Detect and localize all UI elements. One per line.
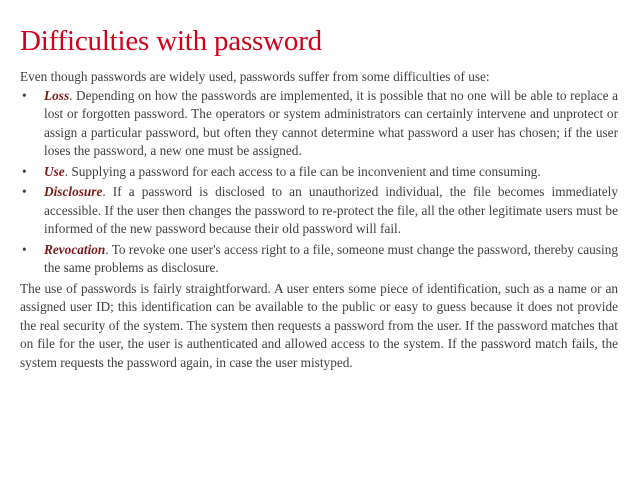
slide-body — [20, 68, 618, 372]
bullet-icon: • — [22, 87, 27, 103]
intro-paragraph: Even though passwords are widely used, passwords suffer from some difficulties of use: — [20, 69, 490, 84]
bullet-item-revocation — [20, 241, 618, 278]
bullet-term: Disclosure — [44, 184, 103, 199]
bullet-item-loss — [20, 87, 618, 161]
bullet-text: . To revoke one user's access right to a file, someone must change the password, thereby causing the same problems as disclosure. — [44, 241, 618, 275]
bullet-term: Use — [44, 163, 65, 179]
bullet-item-use — [20, 163, 618, 182]
bullet-text: . Depending on how the passwords are implemented, it is possible that no one will be able to replace a lost or forgotten password. The operators or system administrators can certainly intervene and unprotect or assign a particular password, but often they cannot determine what password a user has chosen; if the user loses the password, a new one must be assigned. — [44, 87, 618, 158]
bullet-term: Loss — [44, 87, 70, 103]
bullet-text: . Supplying a password for each access to a file can be inconvenient and time consuming. — [64, 163, 541, 179]
bullet-icon: • — [22, 163, 27, 179]
bullet-term: Revocation — [44, 241, 106, 257]
bullet-list — [20, 87, 618, 278]
bullet-text: . If a password is disclosed to an unauthorized individual, the file becomes immediately accessible. If the user then changes the password to re-protect the file, all the other legitimate users must be informed of the new password because their old password will fail. — [44, 184, 618, 236]
closing-paragraph: The use of passwords is fairly straightforward. A user enters some piece of identification, such as a name or an assigned user ID; this identification can be available to the public or easy to guess because it does not provide the real security of the system. The system then requests a password from the user. If the password matches that on file for the user, the user is authenticated and allowed access to the system. If the password match fails, the system requests the password again, in case the user mistyped. — [20, 280, 618, 370]
bullet-item-disclosure — [20, 183, 618, 239]
bullet-icon: • — [22, 241, 27, 257]
slide-title: Difficulties with password — [20, 25, 322, 57]
bullet-icon: • — [22, 184, 27, 199]
